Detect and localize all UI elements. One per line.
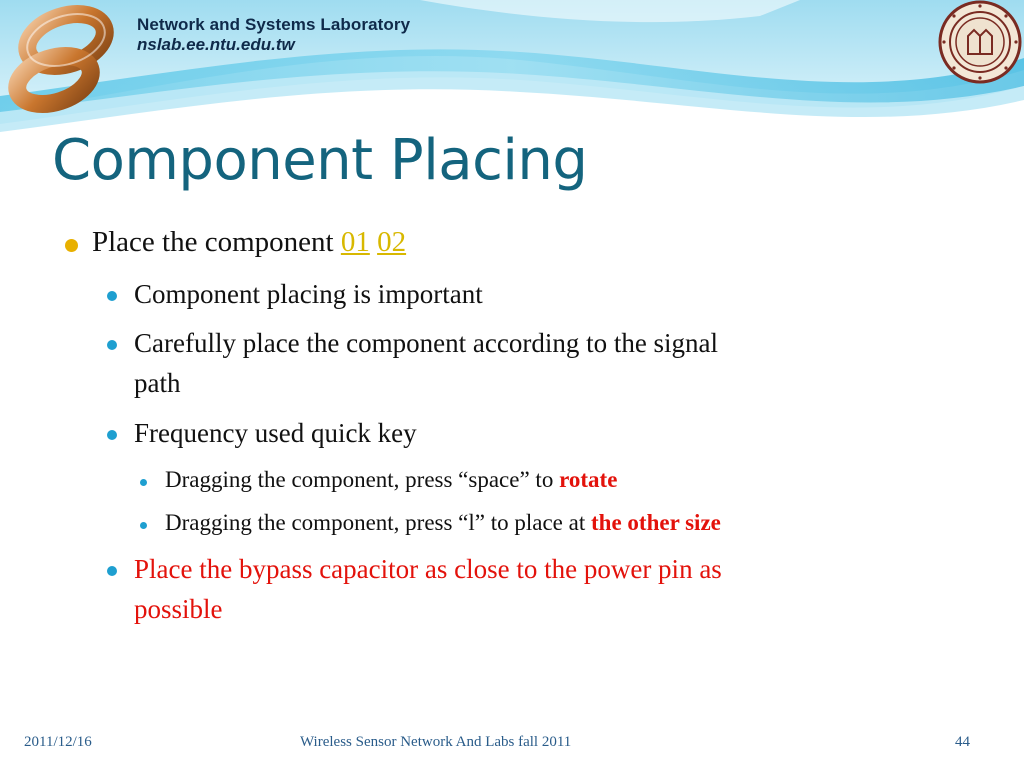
nslab-infinity-logo-icon xyxy=(6,4,126,114)
bullet-place-component xyxy=(92,226,406,259)
bullet-rotate-text: Dragging the component, press “space” to xyxy=(165,467,554,492)
bullet-carefully-line1: Carefully place the component according to the signal xyxy=(134,328,719,358)
bullet-blue-icon xyxy=(107,340,117,350)
bullet-important: Component placing is important xyxy=(134,279,483,309)
bullet-carefully-line2: path xyxy=(134,368,181,398)
bullet-other-size xyxy=(165,510,721,536)
footer-course: Wireless Sensor Network And Labs fall 2011 xyxy=(300,734,572,750)
footer-date: 2011/12/16 xyxy=(24,734,92,750)
bullet-bypass-line2: possible xyxy=(134,594,223,624)
bullet-blue-icon xyxy=(107,566,117,576)
link-02[interactable]: 02 xyxy=(377,226,407,258)
lab-name: Network and Systems Laboratory xyxy=(137,15,411,34)
lab-header xyxy=(137,14,410,55)
lab-url: nslab.ee.ntu.edu.tw xyxy=(137,35,295,54)
link-01[interactable]: 01 xyxy=(340,226,370,258)
bullet-gold-icon xyxy=(65,239,78,252)
footer-page-number: 44 xyxy=(955,734,970,750)
bullet-rotate xyxy=(165,467,617,493)
bullet-blue-icon xyxy=(107,291,117,301)
bullet-rotate-emphasis: rotate xyxy=(559,467,618,492)
bullet-place-component-text: Place the component xyxy=(92,226,334,258)
university-seal-icon xyxy=(934,0,1024,90)
bullet-other-size-text: Dragging the component, press “l” to place at xyxy=(165,510,586,535)
bullet-small-blue-icon xyxy=(140,479,147,486)
bullet-bypass-line1: Place the bypass capacitor as close to the power pin as xyxy=(134,554,722,584)
bullet-blue-icon xyxy=(107,430,117,440)
bullet-quick-key: Frequency used quick key xyxy=(134,418,417,448)
slide-title: Component Placing xyxy=(52,128,588,193)
bullet-small-blue-icon xyxy=(140,522,147,529)
bullet-other-size-emphasis: the other size xyxy=(591,510,721,535)
